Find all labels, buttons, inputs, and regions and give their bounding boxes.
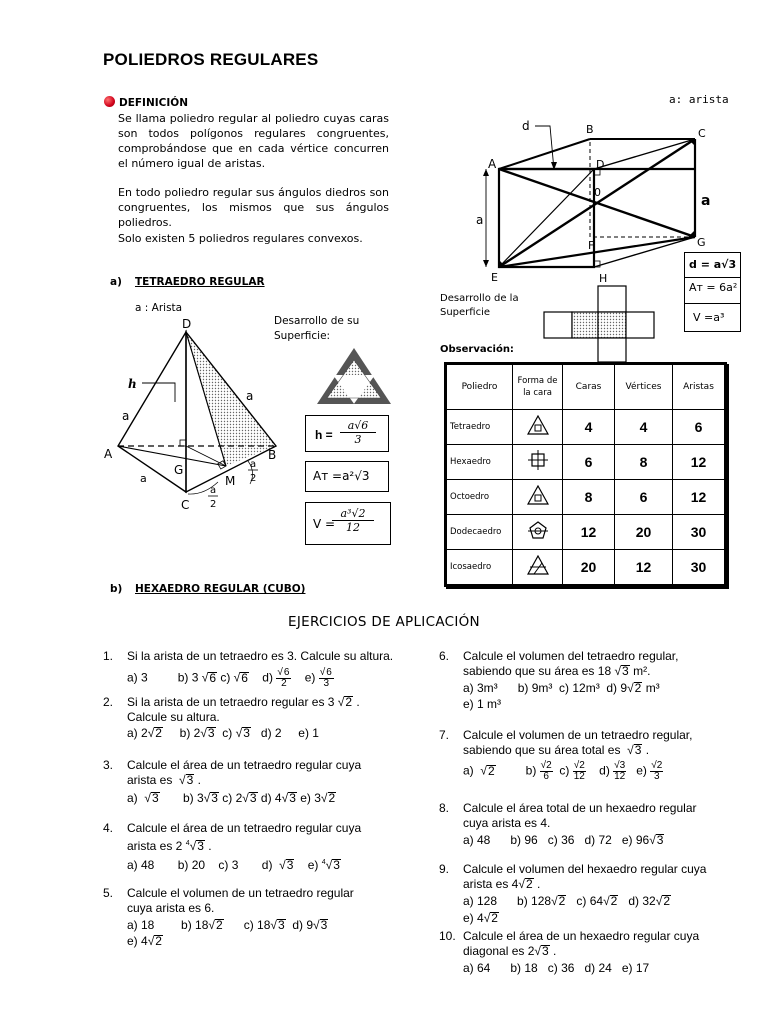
cube-label-d: d [522,119,530,133]
label-B: B [268,448,277,462]
cube-label-G: G [697,236,706,249]
cube-net-figure [543,285,658,363]
cube-label-C: C [698,127,706,140]
cube-label-H: H [599,272,608,285]
definition-heading: DEFINICIÓN [119,97,188,109]
row-vertices: 8 [615,445,673,480]
hexa-arista-note: a: arista [669,93,729,106]
tetrahedron-figure [100,312,290,512]
row-name: Tetraedro [447,410,513,445]
hexa-heading: HEXAEDRO REGULAR (CUBO) [135,583,306,595]
table-row [447,445,725,480]
exercises-title: EJERCICIOS DE APLICACIÓN [288,614,480,630]
poliedros-table [446,364,725,585]
exercise-5: 5. Calcule el volumen de un tetraedro regular cuya arista es 6. a) 18 b) 18√2 c) 18√3 d) 9√3 e) 4√2 [103,886,354,948]
label-D: D [182,317,192,331]
exercise-4: 4. Calcule el área de un tetraedro regular cuya arista es 2 $^4$√3 . a) 48 b) 20 c) 3 d) √3 e) $^4$√3 [103,821,362,872]
cube-formula-box [684,252,741,332]
v-formula-den: 12 [346,521,360,534]
th-vertices: Vértices [615,365,673,410]
cube-label-E: E [491,271,498,284]
observacion-label: Observación: [440,344,514,355]
label-a-right: a [246,389,254,403]
tetra-desarrollo-label: Desarrollo de su Superficie: [274,315,360,342]
cube-v-formula: V =a³ [693,311,725,324]
label-G: G [174,463,184,477]
row-vertices: 20 [615,515,673,550]
row-aristas: 12 [673,480,725,515]
label-frac-num: a [250,459,257,470]
h-formula-box [305,415,389,452]
label-frac2-den: 2 [210,499,217,510]
exercise-7: 7. Calcule el volumen de un tetraedro regular, sabiendo que su área total es √3 . a) √2 b) $\frac{√2}{6}$ c) $\frac{√2}{12}$ d) $\frac{√3}{12}$ e) $\frac{√2}{3}$ [439,728,693,782]
v-formula-num: a³√2 [332,507,374,521]
label-C: C [181,498,190,512]
tetra-net-figure [315,346,393,406]
definition-paragraph-1: Se llama poliedro regular al poliedro cuyas caras son todos polígonos regulares congruentes, comprobándose que en cada vértice concurren el número igual de aristas. [118,112,389,170]
label-frac-den: 2 [250,473,257,484]
table-row [447,515,725,550]
table-row [447,480,725,515]
cube-d-formula: d = a√3 [689,258,737,271]
tetra-arista-note: a : Arista [135,302,183,314]
tetra-heading: TETRAEDRO REGULAR [135,276,265,288]
exercise-options: a) 3 b) 3 √6 c) √6 d) $\frac{√6}{2}$ e) $\frac{√6}{3}$ [127,667,332,689]
cube-label-a-left: a [476,213,484,227]
page-title: POLIEDROS REGULARES [103,50,319,69]
row-name: Dodecaedro [447,515,513,550]
cube-figure [470,112,720,287]
row-vertices: 6 [615,480,673,515]
square-face-icon [513,445,563,480]
at-formula-box [305,461,389,492]
table-row [447,550,725,585]
tetra-label: a) [110,276,122,288]
exercise-1 [103,649,403,689]
exercise-6: 6. Calcule el volumen del tetraedro regular, sabiendo que su área es 18 √3 m². a) 3m³ b) 9m³ c) 12m³ d) 9√2 m³ e) 1 m³ [439,649,679,711]
label-a-left: a [122,409,130,423]
row-caras: 4 [563,410,615,445]
cube-label-A: A [488,157,497,171]
label-a-bottom: a [140,472,147,485]
row-aristas: 6 [673,410,725,445]
h-formula-num: a√6 [340,419,376,433]
exercise-question: Si la arista de un tetraedro es 3. Calcule su altura. [127,649,394,663]
hexa-label: b) [110,583,123,595]
row-caras: 8 [563,480,615,515]
cube-label-D: D [596,158,605,171]
exercise-8: 8. Calcule el área total de un hexaedro regular cuya arista es 4. a) 48 b) 96 c) 36 d) 72 e) 96√3 [439,801,697,847]
th-caras: Caras [563,365,615,410]
exercise-2: 2. Si la arista de un tetraedro regular es 3 √2 . Calcule su altura. a) 2√2 b) 2√3 c) √3 d) 2 e) 1 [103,695,360,740]
bullet-icon [104,96,115,107]
row-vertices: 12 [615,550,673,585]
row-name: Octoedro [447,480,513,515]
at-formula: Aᴛ =a²√3 [313,469,370,483]
table-header-row [447,365,725,410]
row-aristas: 12 [673,445,725,480]
row-vertices: 4 [615,410,673,445]
row-name: Hexaedro [447,445,513,480]
cube-label-F: F [588,239,595,252]
poliedros-table-wrap [444,362,727,587]
triangle-face-icon [513,480,563,515]
label-M: M [225,474,236,488]
th-forma: Forma de la cara [513,365,563,410]
definition-paragraph-2: En todo poliedro regular sus ángulos diedros son congruentes, los mismos que sus ángulos poliedros. [118,186,389,229]
row-aristas: 30 [673,515,725,550]
exercise-9: 9. Calcule el volumen del hexaedro regular cuya arista es 4√2 . a) 128 b) 128√2 c) 64√2 d) 32√2 e) 4√2 [439,862,707,925]
label-frac2-num: a [210,485,217,496]
row-aristas: 30 [673,550,725,585]
definition-paragraph-3: Solo existen 5 poliedros regulares convexos. [118,232,363,245]
exercise-number: 1. [103,649,114,663]
row-caras: 20 [563,550,615,585]
th-aristas: Aristas [673,365,725,410]
h-formula-lhs: h = [315,428,333,442]
pentagon-face-icon [513,515,563,550]
row-caras: 12 [563,515,615,550]
cube-desarrollo-label: Desarrollo de la Superficie [440,293,519,318]
cube-label-B: B [586,123,594,136]
v-formula-box [305,502,391,545]
label-h: h [128,377,137,391]
cube-at-formula: Aᴛ = 6a² [689,281,738,294]
triangle-face-icon [513,550,563,585]
th-poliedro: Poliedro [447,365,513,410]
exercise-10: 10. Calcule el área de un hexaedro regular cuya diagonal es 2√3 . a) 64 b) 18 c) 36 d) 24 e) 17 [439,929,700,975]
label-A: A [104,447,113,461]
row-name: Icosaedro [447,550,513,585]
row-caras: 6 [563,445,615,480]
v-formula-lhs: V = [313,517,336,531]
table-row [447,410,725,445]
triangle-face-icon [513,410,563,445]
cube-label-O: 0 [594,186,601,199]
cube-label-a-right: a [701,193,711,209]
h-formula-den: 3 [354,433,362,446]
exercise-3: 3. Calcule el área de un tetraedro regular cuya arista es √3 . a) √3 b) 3√3 c) 2√3 d) 4√3 e) 3√2 [103,758,362,805]
